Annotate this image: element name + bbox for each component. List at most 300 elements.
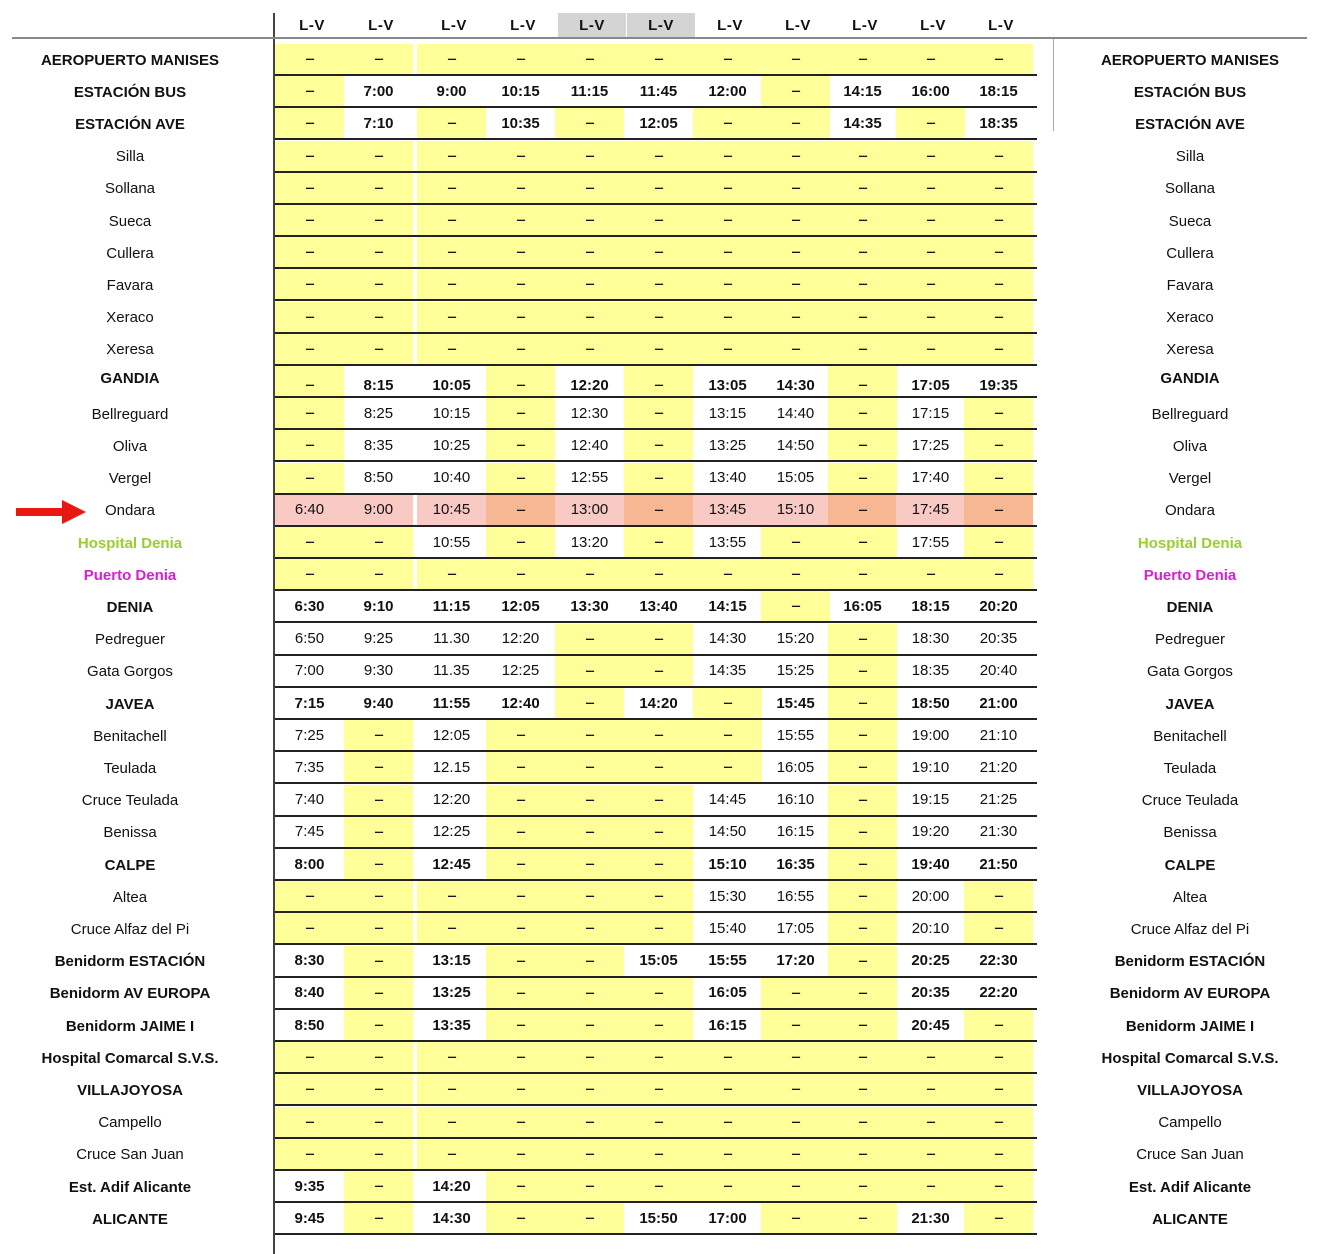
time-cell: --- bbox=[693, 1074, 762, 1104]
stop-name-right: Hospital Denia bbox=[1137, 534, 1243, 552]
time-cell: --- bbox=[486, 495, 555, 525]
timetable-row bbox=[0, 817, 1320, 849]
time-cell: --- bbox=[693, 334, 762, 364]
time-cell: --- bbox=[417, 302, 486, 332]
time-cell: 12:45 bbox=[432, 855, 471, 873]
time-cell: --- bbox=[275, 302, 344, 332]
timetable-row bbox=[0, 752, 1320, 784]
time-cell: --- bbox=[761, 1203, 830, 1233]
time-cell: 16:00 bbox=[911, 82, 950, 100]
stop-name-right: VILLAJOYOSA bbox=[1137, 1081, 1243, 1099]
time-cell: --- bbox=[555, 237, 624, 267]
time-cell: --- bbox=[896, 302, 965, 332]
time-cell: 11:15 bbox=[570, 82, 609, 100]
timetable-row bbox=[0, 1139, 1320, 1171]
time-cell: --- bbox=[275, 881, 344, 911]
time-cell: 7:45 bbox=[294, 823, 325, 841]
time-cell: --- bbox=[555, 1042, 624, 1072]
time-cell: 12:05 bbox=[639, 114, 678, 132]
time-cell: --- bbox=[555, 1203, 624, 1233]
time-cell: --- bbox=[486, 978, 555, 1008]
stop-name-right: ESTACIÓN AVE bbox=[1135, 115, 1245, 133]
time-cell: 17:55 bbox=[911, 533, 950, 551]
time-cell: 18:35 bbox=[911, 662, 950, 680]
stop-name-left: Silla bbox=[115, 148, 145, 166]
time-cell: --- bbox=[275, 141, 344, 171]
time-cell: 18:35 bbox=[979, 114, 1018, 132]
time-cell: --- bbox=[964, 1203, 1033, 1233]
time-cell: --- bbox=[964, 1139, 1033, 1169]
time-cell: --- bbox=[417, 108, 486, 138]
time-cell: --- bbox=[761, 1171, 830, 1201]
time-cell: 21:25 bbox=[979, 791, 1018, 809]
time-cell: --- bbox=[761, 269, 830, 299]
time-cell: --- bbox=[486, 269, 555, 299]
timetable-row bbox=[0, 688, 1320, 720]
time-cell: --- bbox=[417, 1139, 486, 1169]
time-cell: --- bbox=[828, 1074, 897, 1104]
time-cell: --- bbox=[693, 1042, 762, 1072]
timetable-row bbox=[0, 269, 1320, 301]
time-cell: --- bbox=[486, 366, 555, 396]
time-cell: 21:50 bbox=[979, 855, 1018, 873]
time-cell: 13:30 bbox=[570, 597, 609, 615]
stop-name-left: Altea bbox=[112, 888, 148, 906]
time-cell: 20:00 bbox=[911, 887, 950, 905]
stop-name-right: Hospital Comarcal S.V.S. bbox=[1101, 1049, 1279, 1067]
time-cell: 21:30 bbox=[911, 1209, 950, 1227]
stop-name-left: Gata Gorgos bbox=[87, 663, 173, 681]
time-cell: --- bbox=[486, 398, 555, 428]
time-cell: --- bbox=[275, 527, 344, 557]
stop-name-right: Benidorm JAIME I bbox=[1125, 1017, 1255, 1035]
time-cell: --- bbox=[555, 849, 624, 879]
time-cell: --- bbox=[693, 269, 762, 299]
time-cell: --- bbox=[555, 656, 624, 686]
time-cell: 13:15 bbox=[432, 952, 471, 970]
time-cell: --- bbox=[896, 141, 965, 171]
time-cell: --- bbox=[964, 269, 1033, 299]
stop-name-right: Pedreguer bbox=[1154, 631, 1226, 649]
time-cell: --- bbox=[555, 913, 624, 943]
time-cell: --- bbox=[486, 1107, 555, 1137]
time-cell: --- bbox=[555, 1010, 624, 1040]
stop-name-right: Gata Gorgos bbox=[1147, 663, 1233, 681]
time-cell: 19:00 bbox=[911, 726, 950, 744]
timetable-row bbox=[0, 624, 1320, 656]
time-cell: --- bbox=[761, 1074, 830, 1104]
time-cell: 16:15 bbox=[708, 1016, 747, 1034]
time-cell: --- bbox=[964, 44, 1033, 74]
stop-name-left: Benidorm JAIME I bbox=[65, 1017, 195, 1035]
stop-name-left: Vergel bbox=[108, 470, 152, 488]
time-cell: --- bbox=[624, 624, 693, 654]
stop-name-right: ALICANTE bbox=[1152, 1210, 1228, 1228]
time-cell: 20:40 bbox=[979, 662, 1018, 680]
day-header: L-V bbox=[627, 13, 695, 37]
time-cell: --- bbox=[555, 720, 624, 750]
time-cell: --- bbox=[486, 237, 555, 267]
time-cell: --- bbox=[417, 881, 486, 911]
timetable-row bbox=[0, 334, 1320, 366]
timetable-row bbox=[0, 1107, 1320, 1139]
day-header: L-V bbox=[920, 16, 946, 34]
time-cell: --- bbox=[486, 946, 555, 976]
time-cell: --- bbox=[624, 978, 693, 1008]
time-cell: --- bbox=[761, 978, 830, 1008]
time-cell: --- bbox=[275, 237, 344, 267]
time-cell: --- bbox=[964, 1042, 1033, 1072]
time-cell: --- bbox=[828, 141, 897, 171]
time-cell: --- bbox=[555, 978, 624, 1008]
time-cell: --- bbox=[344, 1074, 413, 1104]
time-cell: --- bbox=[761, 76, 830, 106]
time-cell: --- bbox=[555, 302, 624, 332]
time-cell: 6:30 bbox=[294, 597, 325, 615]
day-header: L-V bbox=[368, 16, 394, 34]
time-cell: --- bbox=[828, 785, 897, 815]
time-cell: --- bbox=[828, 205, 897, 235]
time-cell: 10:15 bbox=[501, 82, 540, 100]
stop-name-left: Oliva bbox=[112, 437, 148, 455]
stop-name-left: Cruce Alfaz del Pi bbox=[70, 920, 190, 938]
time-cell: --- bbox=[828, 624, 897, 654]
time-cell: --- bbox=[964, 302, 1033, 332]
timetable-row bbox=[0, 1171, 1320, 1203]
time-cell: --- bbox=[486, 334, 555, 364]
time-cell: 9:10 bbox=[363, 597, 394, 615]
time-cell: 6:50 bbox=[294, 630, 325, 648]
time-cell: 14:30 bbox=[776, 376, 815, 394]
timetable-row bbox=[0, 946, 1320, 978]
time-cell: --- bbox=[344, 913, 413, 943]
time-cell: 10:55 bbox=[432, 533, 471, 551]
time-cell: --- bbox=[828, 1010, 897, 1040]
time-cell: --- bbox=[964, 913, 1033, 943]
time-cell: 20:25 bbox=[911, 952, 950, 970]
time-cell: --- bbox=[555, 881, 624, 911]
time-cell: --- bbox=[624, 752, 693, 782]
time-cell: --- bbox=[693, 1171, 762, 1201]
stop-name-right: Benidorm ESTACIÓN bbox=[1114, 953, 1266, 971]
time-cell: --- bbox=[964, 334, 1033, 364]
time-cell: --- bbox=[896, 1139, 965, 1169]
time-cell: --- bbox=[555, 752, 624, 782]
time-cell: --- bbox=[828, 1203, 897, 1233]
time-cell: --- bbox=[828, 334, 897, 364]
stop-name-left: Benitachell bbox=[93, 727, 167, 745]
time-cell: 17:45 bbox=[896, 495, 965, 525]
stop-name-left: VILLAJOYOSA bbox=[77, 1081, 183, 1099]
time-cell: --- bbox=[896, 1074, 965, 1104]
time-cell: --- bbox=[417, 44, 486, 74]
time-cell: --- bbox=[693, 559, 762, 589]
time-cell: 19:40 bbox=[911, 855, 950, 873]
time-cell: --- bbox=[896, 205, 965, 235]
time-cell: 12:00 bbox=[708, 82, 747, 100]
time-cell: --- bbox=[896, 237, 965, 267]
timetable-row bbox=[0, 1203, 1320, 1235]
time-cell: 20:20 bbox=[979, 597, 1018, 615]
time-cell: --- bbox=[624, 785, 693, 815]
stop-name-right: Cruce Teulada bbox=[1141, 792, 1239, 810]
time-cell: 15:30 bbox=[708, 887, 747, 905]
stop-name-left: Benissa bbox=[103, 824, 157, 842]
day-header: L-V bbox=[785, 16, 811, 34]
time-cell: --- bbox=[964, 430, 1033, 460]
time-cell: --- bbox=[275, 559, 344, 589]
stop-name-left: AEROPUERTO MANISES bbox=[40, 51, 220, 69]
time-cell: --- bbox=[486, 302, 555, 332]
time-cell: 10:35 bbox=[501, 114, 540, 132]
stop-name-left: Xeraco bbox=[106, 309, 154, 327]
time-cell: --- bbox=[555, 817, 624, 847]
time-cell: 22:20 bbox=[979, 984, 1018, 1002]
time-cell: 15:55 bbox=[776, 726, 815, 744]
time-cell: 17:05 bbox=[776, 919, 815, 937]
time-cell: --- bbox=[828, 881, 897, 911]
stop-name-right: GANDIA bbox=[1160, 370, 1220, 387]
time-cell: --- bbox=[486, 559, 555, 589]
time-cell: 16:05 bbox=[708, 984, 747, 1002]
time-cell: 14:30 bbox=[432, 1209, 471, 1227]
time-cell: 8:15 bbox=[363, 376, 394, 394]
stop-name-right: Ondara bbox=[1164, 502, 1216, 520]
time-cell: --- bbox=[624, 398, 693, 428]
time-cell: --- bbox=[344, 785, 413, 815]
time-cell: 7:00 bbox=[294, 662, 325, 680]
timetable-row bbox=[0, 527, 1320, 559]
time-cell: --- bbox=[417, 205, 486, 235]
time-cell: --- bbox=[964, 495, 1033, 525]
time-cell: 10:15 bbox=[432, 404, 471, 422]
stop-name-right: AEROPUERTO MANISES bbox=[1100, 51, 1280, 69]
time-cell: 19:35 bbox=[979, 376, 1018, 394]
time-cell: --- bbox=[555, 946, 624, 976]
time-cell: --- bbox=[486, 141, 555, 171]
time-cell: --- bbox=[964, 463, 1033, 493]
time-cell: --- bbox=[964, 1171, 1033, 1201]
time-cell: --- bbox=[486, 463, 555, 493]
time-cell: --- bbox=[896, 44, 965, 74]
stop-name-left: Cruce San Juan bbox=[76, 1146, 184, 1164]
stop-name-left: Est. Adif Alicante bbox=[68, 1178, 192, 1196]
stop-name-left: Ondara bbox=[104, 502, 156, 520]
timetable-row bbox=[0, 205, 1320, 237]
time-cell: --- bbox=[624, 269, 693, 299]
timetable-row bbox=[0, 302, 1320, 334]
stop-name-right: Campello bbox=[1158, 1114, 1222, 1132]
timetable-row bbox=[0, 656, 1320, 688]
time-cell: 7:00 bbox=[363, 82, 394, 100]
time-cell: 14:35 bbox=[843, 114, 882, 132]
time-cell: --- bbox=[828, 1042, 897, 1072]
timetable-row bbox=[0, 173, 1320, 205]
time-cell: --- bbox=[624, 1010, 693, 1040]
time-cell: --- bbox=[486, 205, 555, 235]
time-cell: --- bbox=[896, 108, 965, 138]
time-cell: 8:35 bbox=[363, 436, 394, 454]
time-cell: --- bbox=[828, 817, 897, 847]
time-cell: --- bbox=[486, 173, 555, 203]
time-cell: --- bbox=[624, 1042, 693, 1072]
time-cell: --- bbox=[761, 141, 830, 171]
time-cell: --- bbox=[761, 591, 830, 621]
stop-name-right: DENIA bbox=[1166, 598, 1214, 616]
time-cell: 14:30 bbox=[708, 630, 747, 648]
time-cell: --- bbox=[275, 1107, 344, 1137]
time-cell: --- bbox=[896, 173, 965, 203]
time-cell: 18:30 bbox=[911, 630, 950, 648]
time-cell: 9:45 bbox=[294, 1209, 325, 1227]
time-cell: --- bbox=[555, 1107, 624, 1137]
time-cell: --- bbox=[828, 430, 897, 460]
time-cell: --- bbox=[486, 913, 555, 943]
row-divider bbox=[275, 1233, 1037, 1235]
stop-name-left: Pedreguer bbox=[94, 631, 166, 649]
time-cell: --- bbox=[344, 881, 413, 911]
stop-name-left: Teulada bbox=[103, 759, 157, 777]
time-cell: --- bbox=[964, 141, 1033, 171]
time-cell: 20:35 bbox=[979, 630, 1018, 648]
time-cell: --- bbox=[761, 1107, 830, 1137]
time-cell: --- bbox=[417, 237, 486, 267]
time-cell: 7:15 bbox=[294, 694, 325, 712]
time-cell: --- bbox=[761, 527, 830, 557]
time-cell: --- bbox=[275, 430, 344, 460]
time-cell: --- bbox=[693, 302, 762, 332]
time-cell: --- bbox=[896, 269, 965, 299]
time-cell: --- bbox=[624, 1139, 693, 1169]
stop-name-right: Est. Adif Alicante bbox=[1128, 1178, 1252, 1196]
time-cell: --- bbox=[624, 495, 693, 525]
time-cell: --- bbox=[828, 269, 897, 299]
time-cell: --- bbox=[486, 1042, 555, 1072]
time-cell: --- bbox=[693, 688, 762, 718]
time-cell: --- bbox=[275, 76, 344, 106]
stop-name-right: Vergel bbox=[1168, 470, 1212, 488]
time-cell: 22:30 bbox=[979, 952, 1018, 970]
stop-name-left: Favara bbox=[106, 276, 154, 294]
time-cell: --- bbox=[344, 269, 413, 299]
time-cell: --- bbox=[693, 44, 762, 74]
time-cell: 6:40 bbox=[275, 495, 344, 525]
time-cell: --- bbox=[344, 1042, 413, 1072]
time-cell: 14:15 bbox=[708, 597, 747, 615]
time-cell: --- bbox=[486, 1010, 555, 1040]
time-cell: --- bbox=[417, 269, 486, 299]
stop-name-left: JAVEA bbox=[105, 695, 155, 713]
time-cell: 17:20 bbox=[776, 952, 815, 970]
time-cell: --- bbox=[761, 1139, 830, 1169]
stop-name-right: Cullera bbox=[1166, 244, 1214, 262]
time-cell: --- bbox=[275, 366, 344, 396]
time-cell: --- bbox=[417, 1042, 486, 1072]
time-cell: --- bbox=[693, 1139, 762, 1169]
time-cell: --- bbox=[828, 688, 897, 718]
timetable-row bbox=[0, 849, 1320, 881]
timetable-row bbox=[0, 76, 1320, 108]
time-cell: 14:15 bbox=[843, 82, 882, 100]
time-cell: 13:35 bbox=[432, 1016, 471, 1034]
stop-name-left: Puerto Denia bbox=[83, 566, 177, 584]
time-cell: 15:55 bbox=[708, 952, 747, 970]
time-cell: 18:15 bbox=[979, 82, 1018, 100]
time-cell: --- bbox=[896, 334, 965, 364]
time-cell: 8:30 bbox=[294, 952, 325, 970]
stop-name-left: ALICANTE bbox=[92, 1210, 168, 1228]
time-cell: --- bbox=[964, 237, 1033, 267]
time-cell: 9:25 bbox=[363, 630, 394, 648]
time-cell: 19:20 bbox=[911, 823, 950, 841]
time-cell: 13:55 bbox=[708, 533, 747, 551]
time-cell: --- bbox=[344, 720, 413, 750]
time-cell: --- bbox=[486, 1171, 555, 1201]
time-cell: 12:20 bbox=[501, 630, 540, 648]
time-cell: 12:40 bbox=[570, 436, 609, 454]
time-cell: --- bbox=[828, 1107, 897, 1137]
time-cell: --- bbox=[828, 302, 897, 332]
time-cell: --- bbox=[624, 559, 693, 589]
time-cell: --- bbox=[761, 237, 830, 267]
time-cell: 15:45 bbox=[776, 694, 815, 712]
time-cell: 12:25 bbox=[432, 823, 471, 841]
time-cell: 10:40 bbox=[432, 469, 471, 487]
stop-name-right: CALPE bbox=[1164, 856, 1216, 874]
time-cell: --- bbox=[693, 720, 762, 750]
time-cell: 16:05 bbox=[843, 597, 882, 615]
day-header: L-V bbox=[852, 16, 878, 34]
timetable-row bbox=[0, 398, 1320, 430]
time-cell: --- bbox=[828, 913, 897, 943]
time-cell: --- bbox=[964, 559, 1033, 589]
time-cell: --- bbox=[486, 817, 555, 847]
time-cell: --- bbox=[761, 302, 830, 332]
time-cell: 8:00 bbox=[294, 855, 325, 873]
time-cell: --- bbox=[761, 559, 830, 589]
time-cell: --- bbox=[624, 913, 693, 943]
time-cell: --- bbox=[344, 1139, 413, 1169]
time-cell: --- bbox=[417, 173, 486, 203]
time-cell: --- bbox=[964, 527, 1033, 557]
stop-name-left: Benidorm ESTACIÓN bbox=[54, 953, 206, 971]
time-cell: 16:15 bbox=[776, 823, 815, 841]
time-cell: --- bbox=[344, 44, 413, 74]
time-cell: --- bbox=[828, 495, 897, 525]
time-cell: 12:40 bbox=[501, 694, 540, 712]
time-cell: --- bbox=[624, 334, 693, 364]
time-cell: --- bbox=[624, 173, 693, 203]
time-cell: 7:35 bbox=[294, 758, 325, 776]
stop-name-right: Xeresa bbox=[1166, 341, 1214, 359]
time-cell: --- bbox=[761, 205, 830, 235]
time-cell: --- bbox=[761, 44, 830, 74]
time-cell: --- bbox=[896, 559, 965, 589]
stop-name-left: Benidorm AV EUROPA bbox=[49, 985, 211, 1003]
stop-name-right: Benissa bbox=[1163, 824, 1217, 842]
time-cell: 12:05 bbox=[432, 726, 471, 744]
day-header: L-V bbox=[988, 16, 1014, 34]
time-cell: --- bbox=[417, 1074, 486, 1104]
time-cell: --- bbox=[555, 44, 624, 74]
time-cell: --- bbox=[275, 1139, 344, 1169]
time-cell: 8:50 bbox=[363, 469, 394, 487]
time-cell: --- bbox=[417, 141, 486, 171]
time-cell: --- bbox=[275, 398, 344, 428]
stop-name-left: Hospital Denia bbox=[77, 534, 183, 552]
time-cell: --- bbox=[555, 173, 624, 203]
time-cell: --- bbox=[693, 173, 762, 203]
